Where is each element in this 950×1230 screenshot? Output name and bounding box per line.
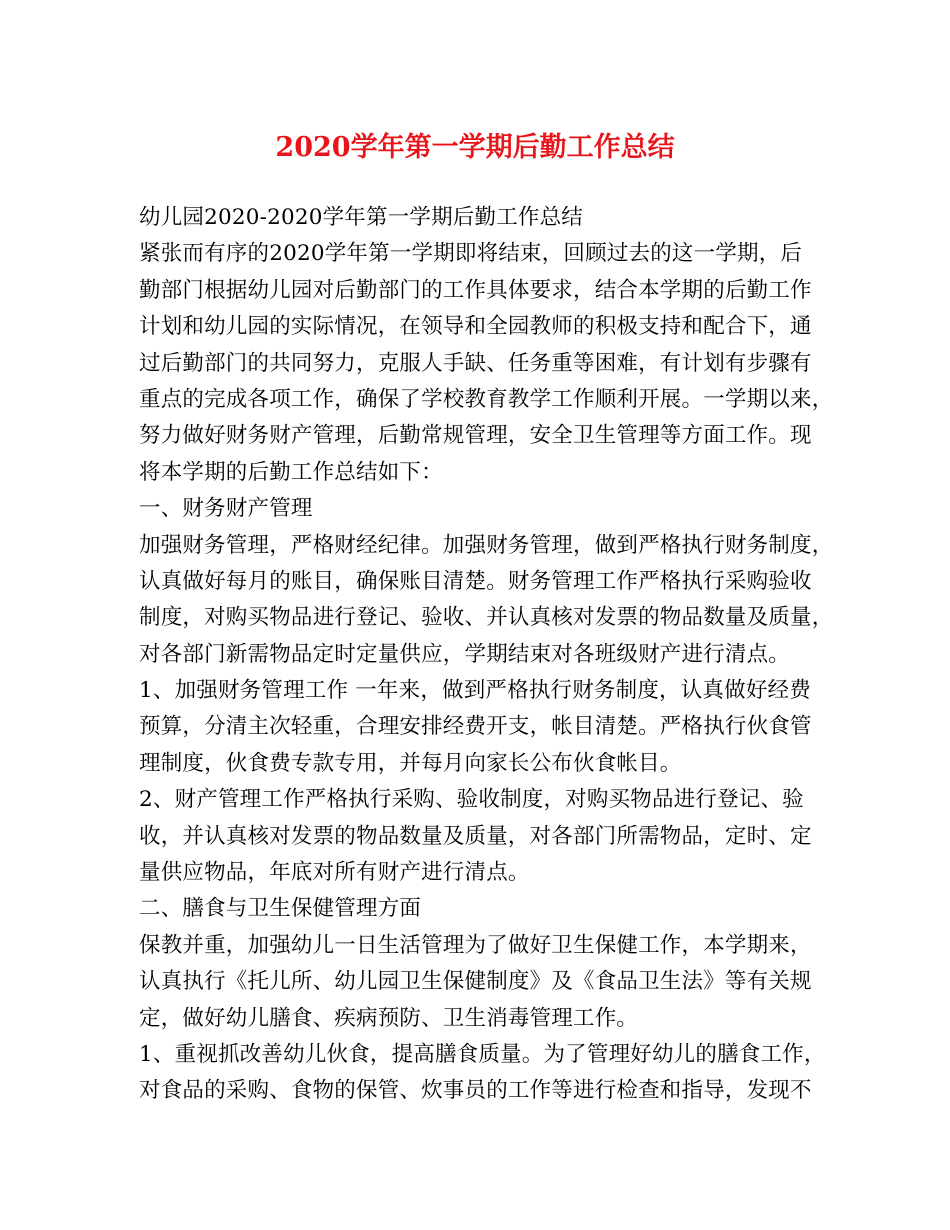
body-line: 认真做好每月的账目，确保账目清楚。财务管理工作严格执行采购验收 — [139, 568, 812, 594]
body-line: 收，并认真核对发票的物品数量及质量，对各部门所需物品，定时、定 — [139, 823, 812, 849]
body-line: 紧张而有序的2020学年第一学期即将结束，回顾过去的这一学期，后 — [139, 241, 803, 267]
body-line: 幼儿园2020-2020学年第一学期后勤工作总结 — [139, 205, 583, 230]
body-line: 对各部门新需物品定时定量供应，学期结束对各班级财产进行清点。 — [139, 641, 791, 667]
body-line: 对食品的采购、食物的保管、炊事员的工作等进行检查和指导，发现不 — [139, 1078, 812, 1104]
document-title: 2020学年第一学期后勤工作总结 — [275, 132, 675, 163]
body-line: 量供应物品，年底对所有财产进行清点。 — [139, 860, 530, 886]
body-line: 计划和幼儿园的实际情况，在领导和全园教师的积极支持和配合下，通 — [139, 314, 812, 340]
body-line: 过后勤部门的共同努力，克服人手缺、任务重等困难，有计划有步骤有 — [139, 350, 812, 376]
body-line: 定，做好幼儿膳食、疾病预防、卫生消毒管理工作。 — [139, 1005, 639, 1031]
body-line: 努力做好财务财产管理，后勤常规管理，安全卫生管理等方面工作。现 — [139, 423, 812, 449]
body-line: 重点的完成各项工作，确保了学校教育教学工作顺利开展。一学期以来， — [139, 386, 834, 412]
body-line: 预算，分清主次轻重，合理安排经费开支，帐目清楚。严格执行伙食管 — [139, 714, 812, 740]
body-line: 1、加强财务管理工作 一年来，做到严格执行财务制度，认真做好经费 — [139, 678, 811, 704]
body-line: 1、重视抓改善幼儿伙食，提高膳食质量。为了管理好幼儿的膳食工作， — [139, 1041, 826, 1067]
body-line: 加强财务管理，严格财经纪律。加强财务管理，做到严格执行财务制度， — [139, 532, 834, 558]
document-body — [139, 200, 834, 1110]
body-line: 一、财务财产管理 — [139, 496, 313, 522]
body-line: 将本学期的后勤工作总结如下： — [139, 459, 443, 485]
body-line: 保教并重，加强幼儿一日生活管理为了做好卫生保健工作，本学期来， — [139, 932, 812, 958]
body-line: 二、膳食与卫生保健管理方面 — [139, 896, 422, 922]
body-line: 认真执行《托儿所、幼儿园卫生保健制度》及《食品卫生法》等有关规 — [139, 969, 812, 995]
body-line: 制度，对购买物品进行登记、验收、并认真核对发票的物品数量及质量， — [139, 605, 834, 631]
body-line: 2、财产管理工作严格执行采购、验收制度，对购买物品进行登记、验 — [139, 787, 804, 813]
body-line: 理制度，伙食费专款专用，并每月向家长公布伙食帐目。 — [139, 750, 682, 776]
body-line: 勤部门根据幼儿园对后勤部门的工作具体要求，结合本学期的后勤工作 — [139, 277, 812, 303]
